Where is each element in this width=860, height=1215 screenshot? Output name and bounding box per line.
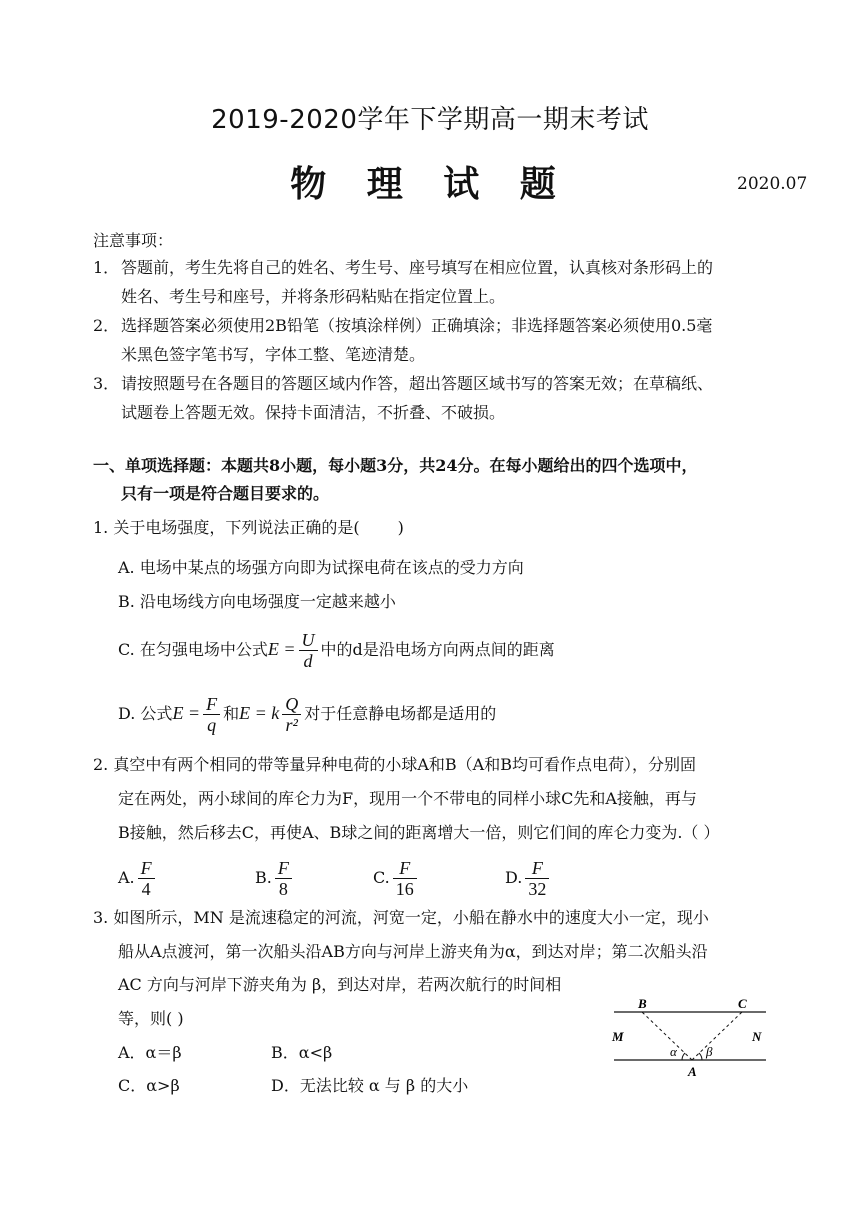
notice-item-2-line-2: 米黑色签字笔书写，字体工整、笔迹清楚。 [121,345,426,364]
notice-item-2-num: 2． [93,316,120,335]
notice-item-2-line-1: 选择题答案必须使用2B铅笔（按填涂样例）正确填涂；非选择题答案必须使用0.5毫 [121,316,713,335]
q1-option-d-and: 和 [223,704,240,723]
q1-option-c-fraction [299,630,318,671]
q2-option-a-denominator: 4 [141,879,151,899]
q2-option-b-fraction [275,858,292,899]
q2-option-c-denominator: 16 [395,879,414,899]
q2-option-a-numerator: F [138,858,155,879]
q1-option-c-lhs: E = [267,639,296,659]
q1-option-d-suffix: 对于任意静电场都是适用的 [304,704,497,723]
q1-option-c-suffix: 中的d是沿电场方向两点间的距离 [320,640,555,659]
q2-option-d-denominator: 32 [528,879,547,899]
q2-option-c-label: C. [373,868,390,887]
q2-line-1: 2. 真空中有两个相同的带等量异种电荷的小球A和B（A和B均可看作点电荷），分别固 [93,755,696,774]
label-c: C [738,996,747,1011]
q2-option-d-numerator: F [525,858,549,879]
q1-option-c-denominator: d [303,651,313,671]
q1-option-d-formula1-fraction [203,694,220,735]
notice-item-3-line-2: 试题卷上答题无效。保持卡面清洁，不折叠、不破损。 [121,403,506,422]
q1-option-d-prefix: D. 公式 [118,704,173,723]
notice-item-1-num: 1． [93,258,120,277]
q2-option-d-label: D. [505,868,523,887]
q1-option-d-formula1-lhs: E = [172,703,201,723]
q2-option-b-numerator: F [275,858,292,879]
q1-option-b: B. 沿电场线方向电场强度一定越来越小 [118,592,396,611]
section-heading-line-2: 只有一项是符合题目要求的。 [121,484,330,503]
q2-option-d [505,854,552,902]
q1-stem [93,516,404,540]
beta-arc [699,1053,702,1060]
notice-item-1-line-2: 姓名、考生号和座号，并将条形码粘贴在指定位置上。 [121,287,506,306]
label-alpha: α [670,1044,677,1059]
q3-river-diagram [600,990,780,1082]
label-beta: β [706,1044,713,1059]
q2-option-c-numerator: F [393,858,417,879]
notice-item-1-line-1: 答题前，考生先将自己的姓名、考生号、座号填写在相应位置，认真核对条形码上的 [121,258,714,277]
notice-heading: 注意事项： [93,231,174,250]
q2-option-c-fraction [393,858,417,899]
q3-option-d: D．无法比较 α 与 β 的大小 [271,1076,469,1095]
q2-option-b-label: B. [255,868,272,887]
q3-line-3: AC 方向与河岸下游夹角为 β，到达对岸，若两次航行的时间相 [118,975,562,994]
q1-option-d-formula2-fraction [282,694,301,735]
q2-option-b [255,854,295,902]
exam-title: 2019-2020学年下学期高一期末考试 [211,105,649,135]
q3-option-b: B．α<β [271,1043,333,1062]
label-a: A [688,1064,697,1079]
q2-line-3: B接触，然后移去C，再使A、B球之间的距离增大一倍，则它们间的库仑力变为.（ ） [118,823,720,842]
q2-option-b-denominator: 8 [278,879,288,899]
q3-option-c: C．α>β [118,1076,180,1095]
q1-option-d-formula1-numerator: F [203,694,220,715]
q1-stem-close: ) [397,518,404,537]
section-heading-line-1: 一、单项选择题：本题共8小题，每小题3分，共24分。在每小题给出的四个选项中， [93,456,698,475]
label-m: M [612,1029,624,1044]
q1-option-d-formula2-lhs: E = k [239,703,280,723]
notice-item-3-num: 3． [93,374,120,393]
q3-option-a: A．α＝β [118,1043,182,1062]
q1-option-c-prefix: C. 在匀强电场中公式 [118,640,268,659]
q2-option-a [118,854,158,902]
q1-option-d-formula1-denominator: q [207,715,217,735]
subject-title: 物 理 试 题 [290,164,570,205]
q3-line-1: 3. 如图所示，MN 是流速稳定的河流，河宽一定，小船在静水中的速度大小一定，现小 [93,908,709,927]
q2-option-a-fraction [138,858,155,899]
alpha-arc [682,1053,685,1060]
q2-option-c [373,854,420,902]
q2-option-a-label: A. [118,868,135,887]
q1-option-c [118,624,555,675]
q1-option-d-formula2-numerator: Q [282,694,301,715]
q2-line-2: 定在两处，两小球间的库仑力为F，现用一个不带电的同样小球C先和A接触，再与 [118,789,697,808]
q1-option-c-numerator: U [299,630,318,651]
q3-line-4: 等，则( ) [118,1009,184,1028]
q2-option-d-fraction [525,858,549,899]
label-b: B [638,996,647,1011]
q1-option-a: A. 电场中某点的场强方向即为试探电荷在该点的受力方向 [118,558,524,577]
notice-item-3-line-1: 请按照题号在各题目的答题区域内作答，超出答题区域书写的答案无效；在草稿纸、 [121,374,714,393]
q3-line-2: 船从A点渡河，第一次船头沿AB方向与河岸上游夹角为α，到达对岸；第二次船头沿 [118,942,708,961]
q1-option-d [118,688,496,739]
q1-option-d-formula2-denominator: r² [285,715,298,735]
exam-date: 2020.07 [737,174,808,194]
label-n: N [752,1029,762,1044]
q1-stem-text: 1. 关于电场强度，下列说法正确的是( [93,518,360,537]
